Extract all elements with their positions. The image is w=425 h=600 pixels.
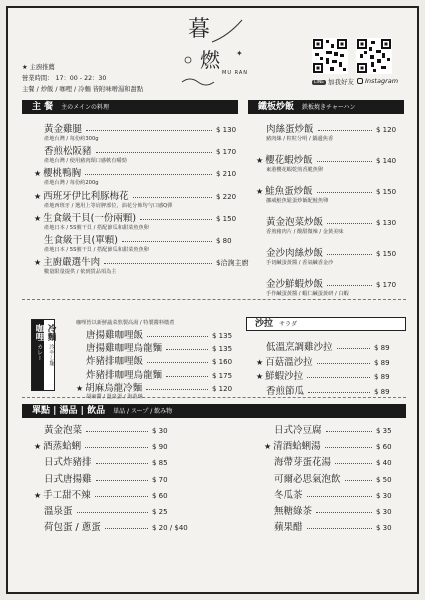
menu-item-price: $ 30 [376,491,392,500]
menu-item [264,521,406,535]
menu-item-price: $ 120 [212,384,233,393]
menu-item-price: $ 80 [216,237,232,245]
menu-item-price: $ 170 [376,281,397,289]
logo-char-2: 燃 [200,48,220,72]
menu-item-name: ★ 清酒蛤蜊湯 [264,441,321,453]
leader-dots [77,512,148,513]
chef-recommend-note: ★ 主廚推薦 [22,64,55,71]
instagram-qr-caption [357,77,398,85]
menu-item [34,212,244,226]
leader-dots [122,241,212,242]
star-icon: ★ [34,442,42,452]
leader-dots [327,254,372,255]
menu-item-price: $ 89 [374,387,390,396]
leader-dots [85,174,212,175]
menu-item [34,234,244,248]
leader-dots [166,349,208,350]
menu-item [264,473,406,487]
menu-item-price: $ 135 [212,345,233,354]
menu-item-price: $ 160 [212,358,233,367]
menu-item-name: 日式冷豆腐 [274,425,322,436]
svg-text:✦: ✦ [236,49,243,58]
menu-item-name: 炸豬排咖哩烏龍麵 [86,369,163,381]
menu-item-price: $ 70 [152,475,168,484]
star-icon: ★ [264,442,272,452]
restaurant-logo [176,12,248,94]
leader-dots [105,528,148,529]
qr-icon [312,38,348,74]
menu-item-name: 蘋果醋 [274,522,303,534]
menu-item-description: 產地台灣 / 每份約200g [44,180,99,187]
menu-item-name: 日式炸豬排 [44,457,92,469]
section-salad-title: 沙拉 [255,319,274,329]
menu-item-name: 唐揚雞咖哩烏龍麵 [86,343,163,355]
menu-item [34,521,188,535]
menu-item-description: 產地西班牙 / 選用上等肩胛部位，油花分佈均勻口感Q彈 [44,202,173,209]
menu-item-price: $ 140 [376,157,397,165]
menu-item [256,278,406,292]
leader-dots [326,431,372,432]
section-salad-header [246,317,406,331]
section-fried-rice-header [248,100,404,114]
star-icon: ★ [34,258,42,268]
menu-item [264,424,406,438]
menu-item [256,216,406,230]
menu-item [34,424,184,438]
star-icon: ★ [34,490,42,500]
menu-item-price: $洽詢主廚 [216,259,249,268]
menu-item [256,123,406,137]
leader-dots [317,363,370,364]
menu-item-description: 香煎豬肉片 / 酸甜微辣 / 金黃美味 [266,229,344,235]
menu-item-price: $ 170 [216,148,237,157]
menu-item-description: 產地日本 / 5S號干貝 / 搭配節瓜和甜菜魚魚卵 [44,247,149,253]
menu-item [34,473,184,487]
menu-item [264,505,406,519]
menu-item-price: $ 130 [216,126,237,134]
menu-item-name: ★ 鮮蝦沙拉 [256,371,304,382]
menu-item [256,185,406,199]
instagram-label: Instagram [365,77,399,85]
leader-dots [86,431,148,432]
logo-char-1: 暮 [188,17,213,42]
menu-item-description: 產地台灣 / 每份約300g [44,136,99,142]
header-notes [22,62,143,95]
leader-dots [85,447,148,448]
menu-item-name: 肉絲蛋炒飯 [266,124,314,135]
menu-item [264,489,406,503]
menu-item-price: $ 35 [376,427,392,435]
menu-item-name: 海帶芽蛋花湯 [274,457,332,469]
menu-item-name: 無糖綠茶 [274,506,313,517]
menu-item-description: 手作鹹蛋黃醬 / 蝦仁鹹蛋黃研 / 白蝦 [266,291,349,297]
instagram-qr-code[interactable] [356,38,392,74]
section-single-title: 單點 | 湯品 | 飲品 [32,406,106,416]
menu-item-price: $ 60 [152,491,168,500]
menu-item [34,123,244,137]
menu-item [264,440,406,454]
menu-item [34,505,184,519]
divider [22,299,406,300]
menu-item [34,489,184,503]
instagram-icon [357,78,363,84]
menu-item-description: 胡麻醬 / 溫泉蛋 / 海苔絲 [86,393,143,400]
qr-icon [356,38,392,74]
cold-noodle-title: 冷麵 冷やし麺 [46,324,56,366]
line-tag: LINE [314,80,325,85]
curry-note: 咖哩皆以新鮮蔬菜熬製高湯 / 特製醬料燉煮 [76,320,175,326]
line-qr-caption [312,77,354,86]
menu-item [256,154,406,168]
menu-item-description: 數量限量提供 / 依到貨品項為主 [44,269,117,276]
leader-dots [96,463,148,464]
leader-dots [316,512,372,513]
leader-dots [327,285,372,286]
menu-item-name: 唐揚雞咖哩飯 [86,330,144,341]
star-icon: ★ [256,156,264,165]
menu-item-name: ★ 主廚嚴選牛肉 [34,257,101,269]
menu-item-name: ★ 手工甜不辣 [34,489,91,501]
leader-dots [166,376,208,377]
menu-item-price: $ 130 [376,219,397,227]
leader-dots [147,362,208,363]
menu-item-description: 產地台灣 / 使用豬肉頸口感軟有嚼勁 [44,158,127,165]
menu-item [76,329,244,343]
menu-item [256,370,406,384]
menu-item-name: 可爾必思氣泡飲 [274,473,341,485]
star-icon: ★ [34,213,42,223]
leader-dots [96,480,148,481]
menu-item-price: $ 90 [152,443,168,452]
menu-item [256,356,406,370]
menu-item-price: $ 25 [152,508,168,516]
menu-item [76,369,244,383]
set-meal-note: 主餐 / 炒飯 / 咖哩 / 冷麵 皆附味噌湯和甜點 [22,86,144,93]
menu-item-price: $ 40 [376,459,392,468]
leader-dots [96,152,212,153]
menu-item-name: 金沙肉絲炒飯 [266,248,324,259]
menu-item-price: $ 89 [374,344,390,352]
menu-item-price: $ 20 / $40 [152,524,188,533]
menu-item-price: $ 120 [376,126,397,134]
leader-dots [307,528,372,529]
section-single-header [22,404,406,418]
menu-item [76,355,244,369]
leader-dots [308,392,370,393]
menu-item-name: 黃金雞腿 [44,124,83,135]
menu-item-name: ★ 櫻桃鴨胸 [34,168,82,180]
opening-hours: 營業時間： 17：00 - 22：30 [22,75,107,82]
menu-item [256,247,406,261]
menu-item-price: $ 50 [376,475,392,484]
leader-dots [318,130,372,131]
menu-item-price: $ 60 [376,443,392,452]
curry-cold-noodle-tag [31,319,55,391]
menu-item-name: 生食級干貝(單顆) [44,235,118,246]
menu-item-name: 荷包蛋 / 蔥蛋 [44,522,101,534]
menu-item-name: 炸豬排咖哩飯 [86,356,144,368]
line-qr-code[interactable] [312,38,348,74]
menu-item [264,456,406,470]
leader-dots [317,192,372,193]
star-icon: ★ [34,169,42,179]
menu-item-price: $ 150 [376,250,397,258]
menu-item-price: $ 135 [212,332,233,340]
leader-dots [317,161,372,162]
menu-item-name: 低溫烹調雞沙拉 [266,342,333,353]
menu-item-description: 挪威鮭魚鬆蛋炒飯配鮭魚卵 [266,198,329,204]
divider [22,397,406,398]
leader-dots [327,223,372,224]
section-single-jp: 単品 / スープ / 飲み物 [113,408,173,415]
leader-dots [335,463,372,464]
menu-item-price: $ 30 [376,524,392,533]
menu-item-price: $ 30 [152,427,168,435]
star-icon: ★ [256,372,264,381]
curry-title: 咖哩 カレー [34,324,44,361]
section-main-header [22,100,238,114]
leader-dots [95,496,148,497]
menu-item-price: $ 85 [152,459,168,468]
leader-dots [325,447,372,448]
menu-item-price: $ 210 [216,170,237,179]
leader-dots [307,377,370,378]
menu-item-price: $ 175 [212,371,233,380]
menu-item-price: $ 150 [376,188,397,196]
menu-item-name: ★ 西班牙伊比利豚梅花 [34,190,129,202]
leader-dots [140,219,212,220]
menu-item-name: ★ 百菇溫沙拉 [256,356,313,368]
leader-dots [147,336,208,337]
leader-dots [104,263,212,264]
leader-dots [146,389,208,390]
menu-item-name: 金沙鮮蝦炒飯 [266,279,324,290]
star-icon: ★ [76,383,84,393]
menu-item [256,341,406,355]
section-fried-jp: 鉄板焼きチャーハン [302,104,356,111]
menu-item [34,440,184,454]
section-main-title: 主 餐 [32,102,54,112]
menu-item-description: 豬肉絲 / 粒粒分明 / 鍋邊焦香 [266,136,334,142]
menu-item-price: $ 89 [374,373,390,381]
menu-item-price: $ 30 [376,508,392,516]
menu-item-name: 冬瓜茶 [274,489,303,501]
section-main-jp: 主のメインの料理 [61,104,110,111]
menu-item-name: 香煎節瓜 [266,385,305,397]
section-salad-jp: サラダ [279,321,297,328]
menu-item-name: ★ 酒蒸蛤蜊 [34,441,82,453]
menu-item-price: $ 220 [216,192,237,201]
menu-item-name: 溫泉蛋 [44,506,73,517]
section-fried-title: 鐵板炒飯 [258,102,295,112]
menu-item-name: 黃金泡菜炒飯 [266,217,324,228]
star-icon: ★ [34,191,42,201]
logo-subtitle: MU RAN [222,70,248,76]
menu-item [76,342,244,356]
menu-item [34,190,244,204]
menu-item-name: 黃金泡菜 [44,425,83,436]
star-icon: ★ [256,357,264,367]
leader-dots [337,348,370,349]
menu-item-description: 手切鹹蛋黃醬 / 香氣鹹香金沙 [266,260,334,266]
menu-item-name: ★ 鮭魚蛋炒飯 [256,186,313,197]
star-icon: ★ [256,187,264,196]
leader-dots [86,130,212,131]
leader-dots [307,496,372,497]
leader-dots [133,197,212,198]
menu-item-name: ★ 生食級干貝(一份兩顆) [34,212,137,224]
menu-item-price: $ 150 [216,214,237,223]
menu-item-name: ★ 櫻花蝦炒飯 [256,155,313,166]
line-add-friend: 加我好友 [328,78,355,86]
menu-item-description: 產地日本 / 5S號干貝 / 搭配節瓜和甜菜魚魚卵 [44,224,149,231]
menu-item-name: ★ 胡麻烏龍冷麵 [76,382,143,394]
menu-item [34,456,184,470]
menu-item-description: 東港櫻花蝦乾煎香脆魚卵 [266,167,324,173]
menu-item-name: 日式唐揚雞 [44,473,92,485]
menu-item-price: $ 89 [374,358,390,367]
menu-item-name: 香煎松阪豬 [44,146,92,158]
leader-dots [345,480,372,481]
